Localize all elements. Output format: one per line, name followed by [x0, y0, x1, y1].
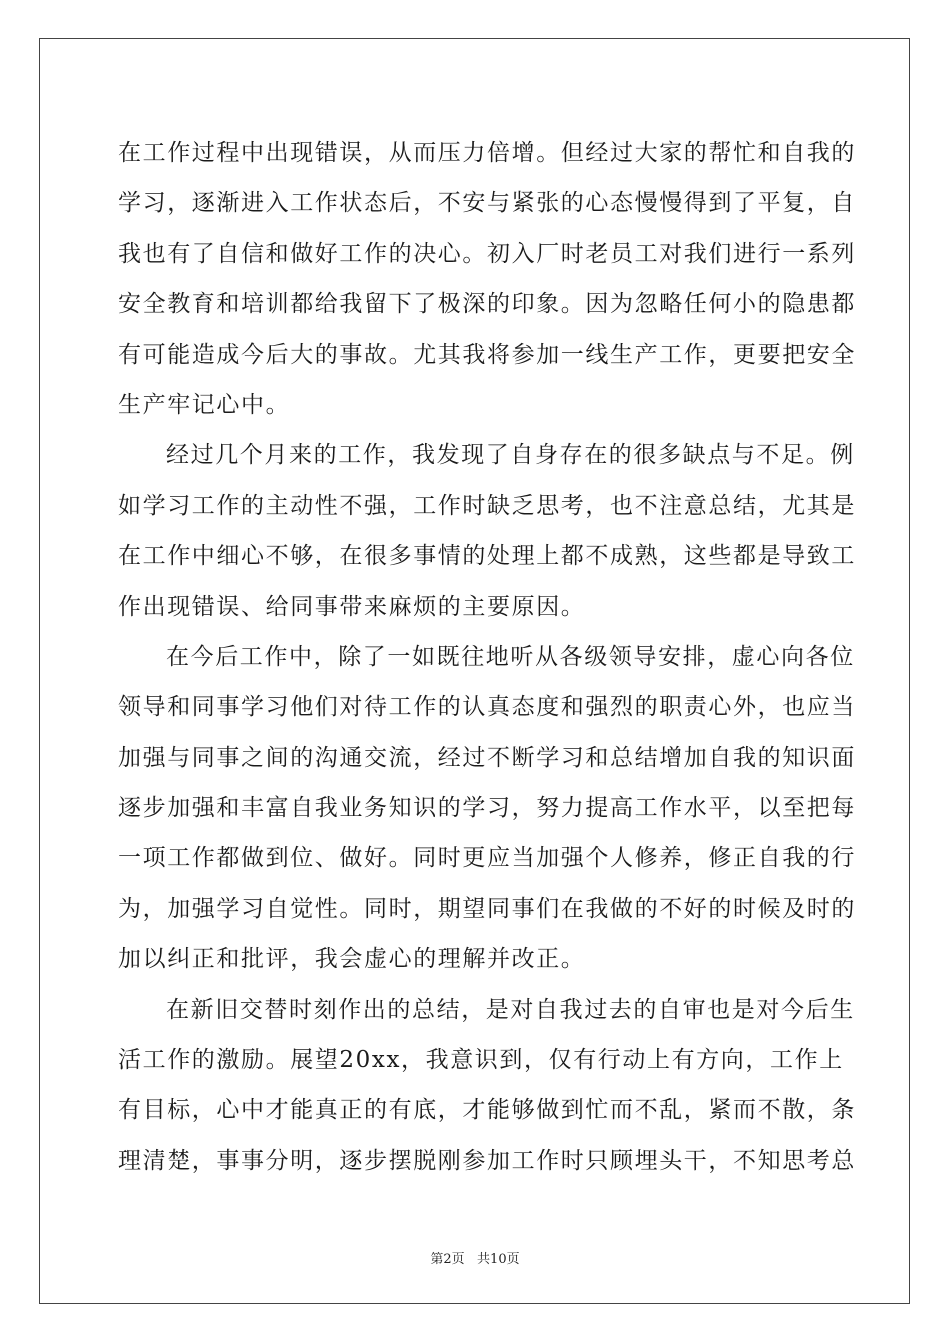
text-line: 生产牢记心中。: [118, 391, 291, 418]
paragraph-first-line: 经过几个月来的工作，我发现了自身存在的很多缺点与不足。例: [166, 442, 855, 469]
document-body: [118, 128, 856, 1186]
page-number-footer: 第2页 共10页: [430, 1252, 520, 1267]
text-line: 有可能造成今后大的事故。尤其我将参加一线生产工作，更要把安全: [118, 341, 856, 368]
text-line: 安全教育和培训都给我留下了极深的印象。因为忽略任何小的隐患都: [118, 291, 856, 318]
text-line: 我也有了自信和做好工作的决心。初入厂时老员工对我们进行一系列: [118, 240, 856, 267]
text-line: 学习，逐渐进入工作状态后，不安与紧张的心态慢慢得到了平复，自: [118, 190, 856, 217]
text-line: 领导和同事学习他们对待工作的认真态度和强烈的职责心外，也应当: [118, 694, 856, 721]
text-line: 理清楚，事事分明，逐步摆脱刚参加工作时只顾埋头干，不知思考总: [118, 1147, 856, 1174]
text-line: 活工作的激励。展望20xx，我意识到，仅有行动上有方向，工作上: [118, 1047, 844, 1074]
text-line: 逐步加强和丰富自我业务知识的学习，努力提高工作水平，以至把每: [118, 795, 856, 822]
paragraph-first-line: 在今后工作中，除了一如既往地听从各级领导安排，虚心向各位: [166, 643, 855, 670]
text-line: 为，加强学习自觉性。同时，期望同事们在我做的不好的时候及时的: [118, 895, 856, 922]
text-line: 在工作过程中出现错误，从而压力倍增。但经过大家的帮忙和自我的: [118, 140, 856, 166]
text-line: 加以纠正和批评，我会虚心的理解并改正。: [118, 946, 586, 973]
text-line: 作出现错误、给同事带来麻烦的主要原因。: [118, 593, 586, 620]
text-line: 加强与同事之间的沟通交流，经过不断学习和总结增加自我的知识面: [118, 744, 856, 771]
text-line: 一项工作都做到位、做好。同时更应当加强个人修养，修正自我的行: [118, 845, 856, 872]
text-line: 在工作中细心不够，在很多事情的处理上都不成熟，这些都是导致工: [118, 543, 856, 570]
paragraph-first-line: 在新旧交替时刻作出的总结，是对自我过去的自审也是对今后生: [166, 996, 855, 1023]
text-line: 如学习工作的主动性不强，工作时缺乏思考，也不注意总结，尤其是: [118, 492, 856, 519]
text-line: 有目标，心中才能真正的有底，才能够做到忙而不乱，紧而不散，条: [118, 1097, 856, 1124]
